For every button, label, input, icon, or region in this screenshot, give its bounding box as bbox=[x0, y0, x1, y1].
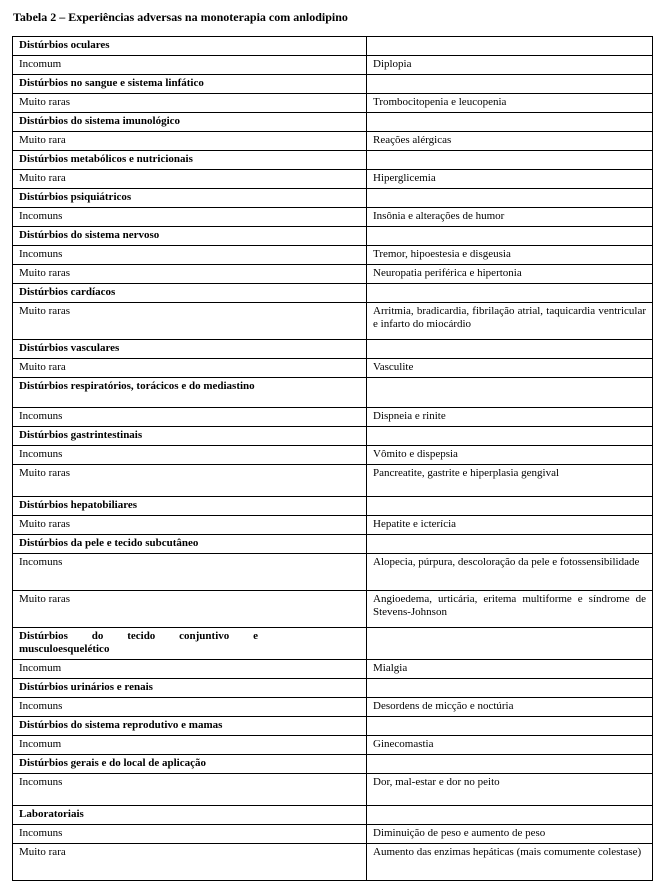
effect-cell: Vasculite bbox=[367, 359, 653, 378]
table-row bbox=[13, 246, 653, 265]
effect-cell: Insônia e alterações de humor bbox=[367, 208, 653, 227]
table-row bbox=[13, 516, 653, 535]
category-label: Distúrbios do tecido conjuntivo e musculoesquelético bbox=[13, 628, 367, 660]
frequency-cell: Muito raras bbox=[13, 94, 367, 113]
table-row bbox=[13, 303, 653, 340]
category-row bbox=[13, 679, 653, 698]
table-row bbox=[13, 844, 653, 881]
adverse-effects-table bbox=[12, 36, 653, 881]
empty-cell bbox=[367, 151, 653, 170]
effect-cell: Diminuição de peso e aumento de peso bbox=[367, 825, 653, 844]
category-label: Distúrbios psiquiátricos bbox=[13, 189, 367, 208]
effect-cell: Hepatite e icterícia bbox=[367, 516, 653, 535]
category-row bbox=[13, 628, 653, 660]
frequency-cell: Incomuns bbox=[13, 446, 367, 465]
frequency-cell: Muito raras bbox=[13, 303, 367, 340]
category-label: Laboratoriais bbox=[13, 806, 367, 825]
effect-cell: Dispneia e rinite bbox=[367, 408, 653, 427]
effect-cell: Neuropatia periférica e hipertonia bbox=[367, 265, 653, 284]
frequency-cell: Incomuns bbox=[13, 774, 367, 806]
frequency-cell: Muito rara bbox=[13, 170, 367, 189]
category-label: Distúrbios urinários e renais bbox=[13, 679, 367, 698]
empty-cell bbox=[367, 755, 653, 774]
table-row bbox=[13, 465, 653, 497]
table-row bbox=[13, 774, 653, 806]
table-row bbox=[13, 591, 653, 628]
frequency-cell: Incomuns bbox=[13, 825, 367, 844]
effect-cell: Hiperglicemia bbox=[367, 170, 653, 189]
table-row bbox=[13, 825, 653, 844]
empty-cell bbox=[367, 37, 653, 56]
frequency-cell: Muito rara bbox=[13, 844, 367, 881]
effect-cell: Tremor, hipoestesia e disgeusia bbox=[367, 246, 653, 265]
table-row bbox=[13, 170, 653, 189]
category-row bbox=[13, 37, 653, 56]
category-label: Distúrbios do sistema reprodutivo e mamas bbox=[13, 717, 367, 736]
category-row bbox=[13, 806, 653, 825]
table-row bbox=[13, 554, 653, 591]
empty-cell bbox=[367, 497, 653, 516]
effect-cell: Vômito e dispepsia bbox=[367, 446, 653, 465]
frequency-cell: Incomum bbox=[13, 56, 367, 75]
effect-cell: Ginecomastia bbox=[367, 736, 653, 755]
table-row bbox=[13, 698, 653, 717]
frequency-cell: Incomuns bbox=[13, 698, 367, 717]
effect-cell: Reações alérgicas bbox=[367, 132, 653, 151]
category-row bbox=[13, 113, 653, 132]
category-row bbox=[13, 427, 653, 446]
frequency-cell: Incomuns bbox=[13, 554, 367, 591]
category-label: Distúrbios cardíacos bbox=[13, 284, 367, 303]
category-label: Distúrbios da pele e tecido subcutâneo bbox=[13, 535, 367, 554]
category-row bbox=[13, 284, 653, 303]
frequency-cell: Incomuns bbox=[13, 408, 367, 427]
category-label: Distúrbios do sistema imunológico bbox=[13, 113, 367, 132]
effect-cell: Desordens de micção e noctúria bbox=[367, 698, 653, 717]
category-row bbox=[13, 340, 653, 359]
category-row bbox=[13, 378, 653, 408]
table-row bbox=[13, 132, 653, 151]
category-row bbox=[13, 189, 653, 208]
category-row bbox=[13, 755, 653, 774]
empty-cell bbox=[367, 535, 653, 554]
empty-cell bbox=[367, 628, 653, 660]
empty-cell bbox=[367, 75, 653, 94]
frequency-cell: Muito raras bbox=[13, 591, 367, 628]
category-label: Distúrbios gastrintestinais bbox=[13, 427, 367, 446]
category-row bbox=[13, 75, 653, 94]
empty-cell bbox=[367, 717, 653, 736]
empty-cell bbox=[367, 340, 653, 359]
frequency-cell: Muito raras bbox=[13, 516, 367, 535]
empty-cell bbox=[367, 189, 653, 208]
empty-cell bbox=[367, 227, 653, 246]
table-row bbox=[13, 408, 653, 427]
category-label: Distúrbios respiratórios, torácicos e do mediastino bbox=[13, 378, 367, 408]
empty-cell bbox=[367, 806, 653, 825]
table-caption: Tabela 2 – Experiências adversas na monoterapia com anlodipino bbox=[13, 10, 348, 24]
frequency-cell: Muito rara bbox=[13, 132, 367, 151]
category-label: Distúrbios no sangue e sistema linfático bbox=[13, 75, 367, 94]
frequency-cell: Muito raras bbox=[13, 465, 367, 497]
category-row bbox=[13, 717, 653, 736]
category-label: Distúrbios vasculares bbox=[13, 340, 367, 359]
frequency-cell: Incomum bbox=[13, 736, 367, 755]
category-label: Distúrbios oculares bbox=[13, 37, 367, 56]
empty-cell bbox=[367, 378, 653, 408]
category-row bbox=[13, 151, 653, 170]
category-label: Distúrbios gerais e do local de aplicação bbox=[13, 755, 367, 774]
category-row bbox=[13, 227, 653, 246]
empty-cell bbox=[367, 679, 653, 698]
effect-cell: Dor, mal-estar e dor no peito bbox=[367, 774, 653, 806]
frequency-cell: Incomuns bbox=[13, 208, 367, 227]
frequency-cell: Muito raras bbox=[13, 265, 367, 284]
frequency-cell: Incomuns bbox=[13, 246, 367, 265]
effect-cell: Alopecia, púrpura, descoloração da pele e fotossensibilidade bbox=[367, 554, 653, 591]
table-row bbox=[13, 265, 653, 284]
effect-cell: Mialgia bbox=[367, 660, 653, 679]
empty-cell bbox=[367, 284, 653, 303]
category-label: Distúrbios metabólicos e nutricionais bbox=[13, 151, 367, 170]
empty-cell bbox=[367, 427, 653, 446]
effect-cell: Arritmia, bradicardia, fibrilação atrial, taquicardia ventricular e infarto do miocárdio bbox=[367, 303, 653, 340]
empty-cell bbox=[367, 113, 653, 132]
table-row bbox=[13, 94, 653, 113]
effect-cell: Diplopia bbox=[367, 56, 653, 75]
effect-cell: Pancreatite, gastrite e hiperplasia gengival bbox=[367, 465, 653, 497]
frequency-cell: Incomum bbox=[13, 660, 367, 679]
effect-cell: Trombocitopenia e leucopenia bbox=[367, 94, 653, 113]
category-row bbox=[13, 497, 653, 516]
table-row bbox=[13, 736, 653, 755]
table-row bbox=[13, 359, 653, 378]
table-row bbox=[13, 446, 653, 465]
category-label: Distúrbios do sistema nervoso bbox=[13, 227, 367, 246]
category-label: Distúrbios hepatobiliares bbox=[13, 497, 367, 516]
frequency-cell: Muito rara bbox=[13, 359, 367, 378]
effect-cell: Angioedema, urticária, eritema multiforme e síndrome de Stevens-Johnson bbox=[367, 591, 653, 628]
table-row bbox=[13, 208, 653, 227]
category-row bbox=[13, 535, 653, 554]
table-row bbox=[13, 660, 653, 679]
table-row bbox=[13, 56, 653, 75]
effect-cell: Aumento das enzimas hepáticas (mais comumente colestase) bbox=[367, 844, 653, 881]
